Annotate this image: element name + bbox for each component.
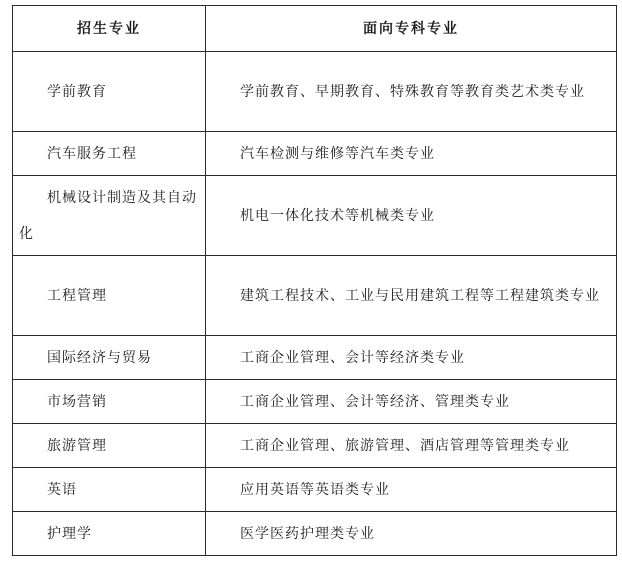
enroll-major-text: 工程管理 — [47, 287, 107, 304]
enroll-major-text: 英语 — [47, 481, 77, 498]
enroll-major-text: 护理学 — [47, 525, 92, 542]
table-row — [13, 468, 617, 512]
table-row — [13, 512, 617, 556]
target-major-cell — [206, 336, 617, 380]
target-major-text: 工商企业管理、会计等经济类专业 — [240, 349, 465, 366]
enroll-major-text: 学前教育 — [47, 83, 107, 100]
enroll-major-text: 国际经济与贸易 — [47, 349, 152, 366]
table-row — [13, 256, 617, 336]
enroll-major-text: 旅游管理 — [47, 437, 107, 454]
majors-table — [12, 5, 617, 556]
target-major-text: 建筑工程技术、工业与民用建筑工程等工程建筑类专业 — [240, 287, 600, 304]
enroll-major-text: 机械设计制造及其自动化 — [19, 189, 197, 242]
target-major-cell — [206, 256, 617, 336]
target-major-cell — [206, 132, 617, 176]
target-major-text: 工商企业管理、旅游管理、酒店管理等管理类专业 — [240, 437, 570, 454]
table-row — [13, 52, 617, 132]
enroll-major-text: 市场营销 — [47, 393, 107, 410]
target-major-text: 医学医药护理类专业 — [240, 525, 375, 542]
header-target-major: 面向专科专业 — [206, 6, 617, 52]
target-major-cell — [206, 176, 617, 256]
enroll-major-text: 汽车服务工程 — [47, 145, 137, 162]
target-major-cell — [206, 512, 617, 556]
table-row — [13, 424, 617, 468]
enroll-major-cell — [13, 468, 206, 512]
target-major-cell — [206, 468, 617, 512]
enroll-major-cell — [13, 336, 206, 380]
target-major-text: 机电一体化技术等机械类专业 — [240, 207, 435, 224]
enroll-major-cell — [13, 380, 206, 424]
target-major-cell — [206, 424, 617, 468]
table-row — [13, 380, 617, 424]
enroll-major-cell — [13, 132, 206, 176]
table-row — [13, 132, 617, 176]
header-enroll-major: 招生专业 — [13, 6, 206, 52]
table-row — [13, 336, 617, 380]
target-major-cell — [206, 52, 617, 132]
enroll-major-cell — [13, 512, 206, 556]
target-major-cell — [206, 380, 617, 424]
table-row — [13, 176, 617, 256]
enroll-major-cell — [13, 52, 206, 132]
enroll-major-cell — [13, 424, 206, 468]
target-major-text: 应用英语等英语类专业 — [240, 481, 390, 498]
table-header-row — [13, 6, 617, 52]
target-major-text: 汽车检测与维修等汽车类专业 — [240, 145, 435, 162]
enroll-major-cell — [13, 176, 206, 256]
target-major-text: 学前教育、早期教育、特殊教育等教育类艺术类专业 — [240, 83, 585, 100]
enroll-major-cell — [13, 256, 206, 336]
target-major-text: 工商企业管理、会计等经济、管理类专业 — [240, 393, 510, 410]
